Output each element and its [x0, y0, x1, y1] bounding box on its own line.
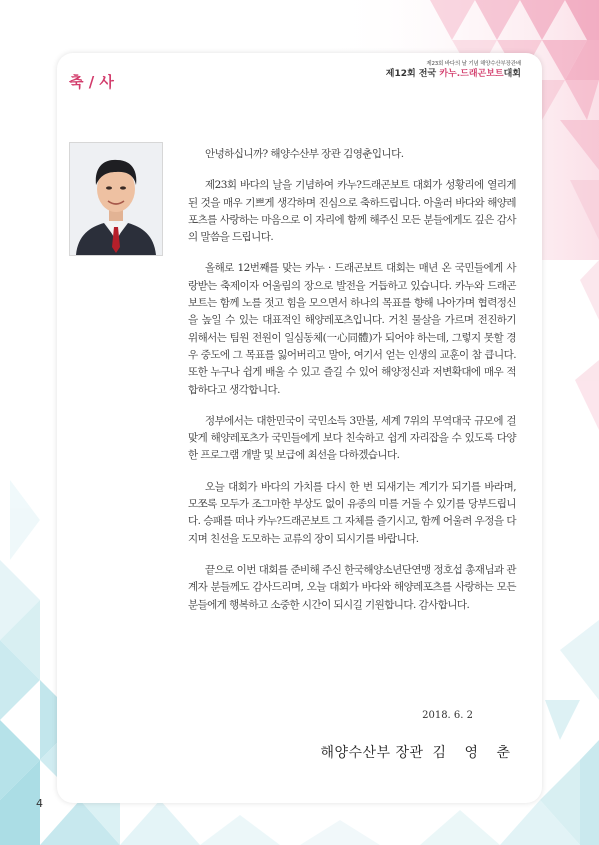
- letter-paragraph: 제23회 바다의 날을 기념하여 카누?드래곤보트 대회가 성황리에 열리게 된 것을 매우 기쁘게 생각하며 진심으로 축하드립니다. 아울러 바다와 해양레포츠를 사랑하는 마음으로 이 자리에 함께 해주신 모든 분들에게도 깊은 감사의 말씀을 드립니다.: [188, 179, 516, 244]
- event-header: [386, 60, 521, 80]
- letter-date: 2018. 6. 2: [422, 710, 473, 721]
- event-title-prefix: 제12회 전국: [385, 69, 440, 79]
- letter-greeting: 안녕하십니까? 해양수산부 장관 김영춘입니다.: [205, 148, 404, 160]
- minister-portrait: [69, 142, 163, 256]
- signature-name: 김 영 춘: [432, 745, 517, 761]
- section-title: 축 / 사: [69, 73, 114, 91]
- event-title: [386, 68, 521, 80]
- event-title-highlight: 카누.드래곤보트: [439, 69, 504, 79]
- page-number: 4: [36, 797, 43, 810]
- congratulatory-letter: [188, 146, 516, 628]
- portrait-image: [70, 143, 162, 255]
- letter-paragraph: 올해로 12번째를 맞는 카누 · 드래곤보트 대회는 매년 온 국민들에게 사랑받는 축제이자 어울림의 장으로 발전을 거듭하고 있습니다. 카누와 드래곤보트는 함께 노를 젓고 힘을 모으면서 하나의 목표를 향해 나아가며 협력정신을 높일 수 있는 대표적인 해양레포츠입니다. 거친 물살을 가르며 전진하기 위해서는 팀원 전원이 일심동체(一心同體)가 되어야 하는데, 그렇지 못할 경우 중도에 그 목표를 잃어버리고 말아, 여기서 얻는 인생의 교훈이 참 큽니다. 또한 누구나 쉽게 배울 수 있고 즐길 수 있어 해양정신과 저변확대에 매우 적합하다고 생각합니다.: [188, 262, 516, 396]
- letter-paragraph: 오늘 대회가 바다의 가치를 다시 한 번 되새기는 계기가 되기를 바라며, 모쪼록 모두가 조그마한 부상도 없이 유종의 미를 거둘 수 있기를 당부드립니다. 승패를 떠나 카누?드래곤보트 그 자체를 즐기시고, 함께 어울려 우정을 다지며 친선을 도모하는 교류의 장이 되시기를 바랍니다.: [188, 480, 516, 545]
- event-title-suffix: 대회: [503, 69, 521, 79]
- letter-paragraph: 끝으로 이번 대회를 준비해 주신 한국해양소년단연맹 정호섭 총재님과 관계자 분들께도 감사드리며, 오늘 대회가 바다와 해양레포츠를 사랑하는 모든 분들에게 행복하고 소중한 시간이 되시길 기원합니다. 감사합니다.: [188, 563, 516, 611]
- letter-paragraph: 정부에서는 대한민국이 국민소득 3만불, 세계 7위의 무역대국 규모에 걸맞게 해양레포츠가 국민들에게 보다 친숙하고 쉽게 자리잡을 수 있도록 다양한 프로그램 개발 및 보급에 최선을 다하겠습니다.: [188, 414, 516, 462]
- signature-title: 해양수산부 장관: [320, 745, 424, 761]
- signature: [320, 742, 517, 762]
- event-subtitle: 제23회 바다의 날 기념 해양수산부장관배: [426, 61, 521, 67]
